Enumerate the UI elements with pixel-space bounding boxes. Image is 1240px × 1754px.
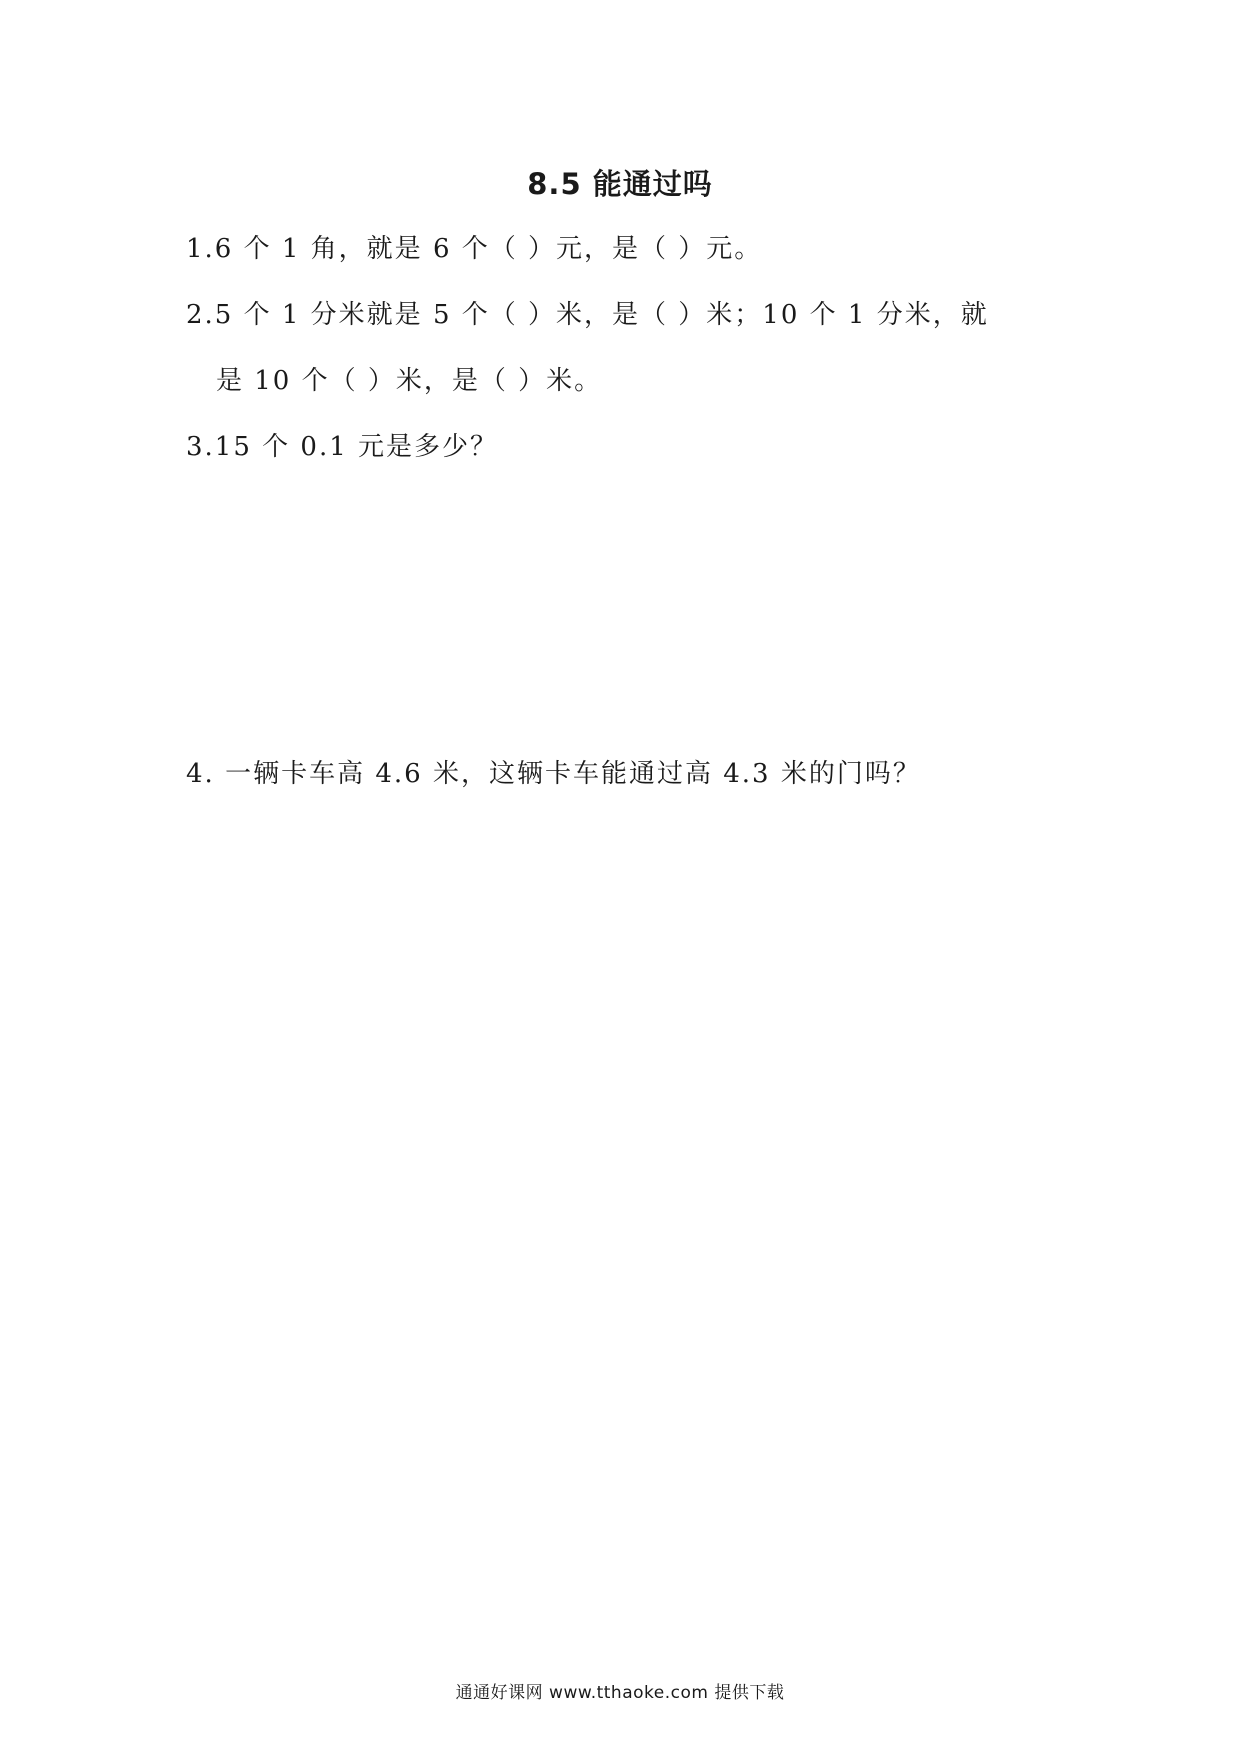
question-4: 4. 一辆卡车高 4.6 米，这辆卡车能通过高 4.3 米的门吗？: [186, 759, 921, 789]
page-title: 8.5 能通过吗: [527, 167, 713, 201]
question-2-line-2: 是 10 个（ ）米，是（ ）米。: [216, 366, 603, 396]
question-3: 3.15 个 0.1 元是多少？: [186, 432, 499, 462]
question-2-line-1: 2.5 个 1 分米就是 5 个（ ）米，是（ ）米；10 个 1 分米，就: [186, 300, 989, 330]
question-1: 1.6 个 1 角，就是 6 个（ ）元，是（ ）元。: [186, 234, 763, 264]
footer-source: 通通好课网 www.tthaoke.com 提供下载: [455, 1683, 785, 1703]
